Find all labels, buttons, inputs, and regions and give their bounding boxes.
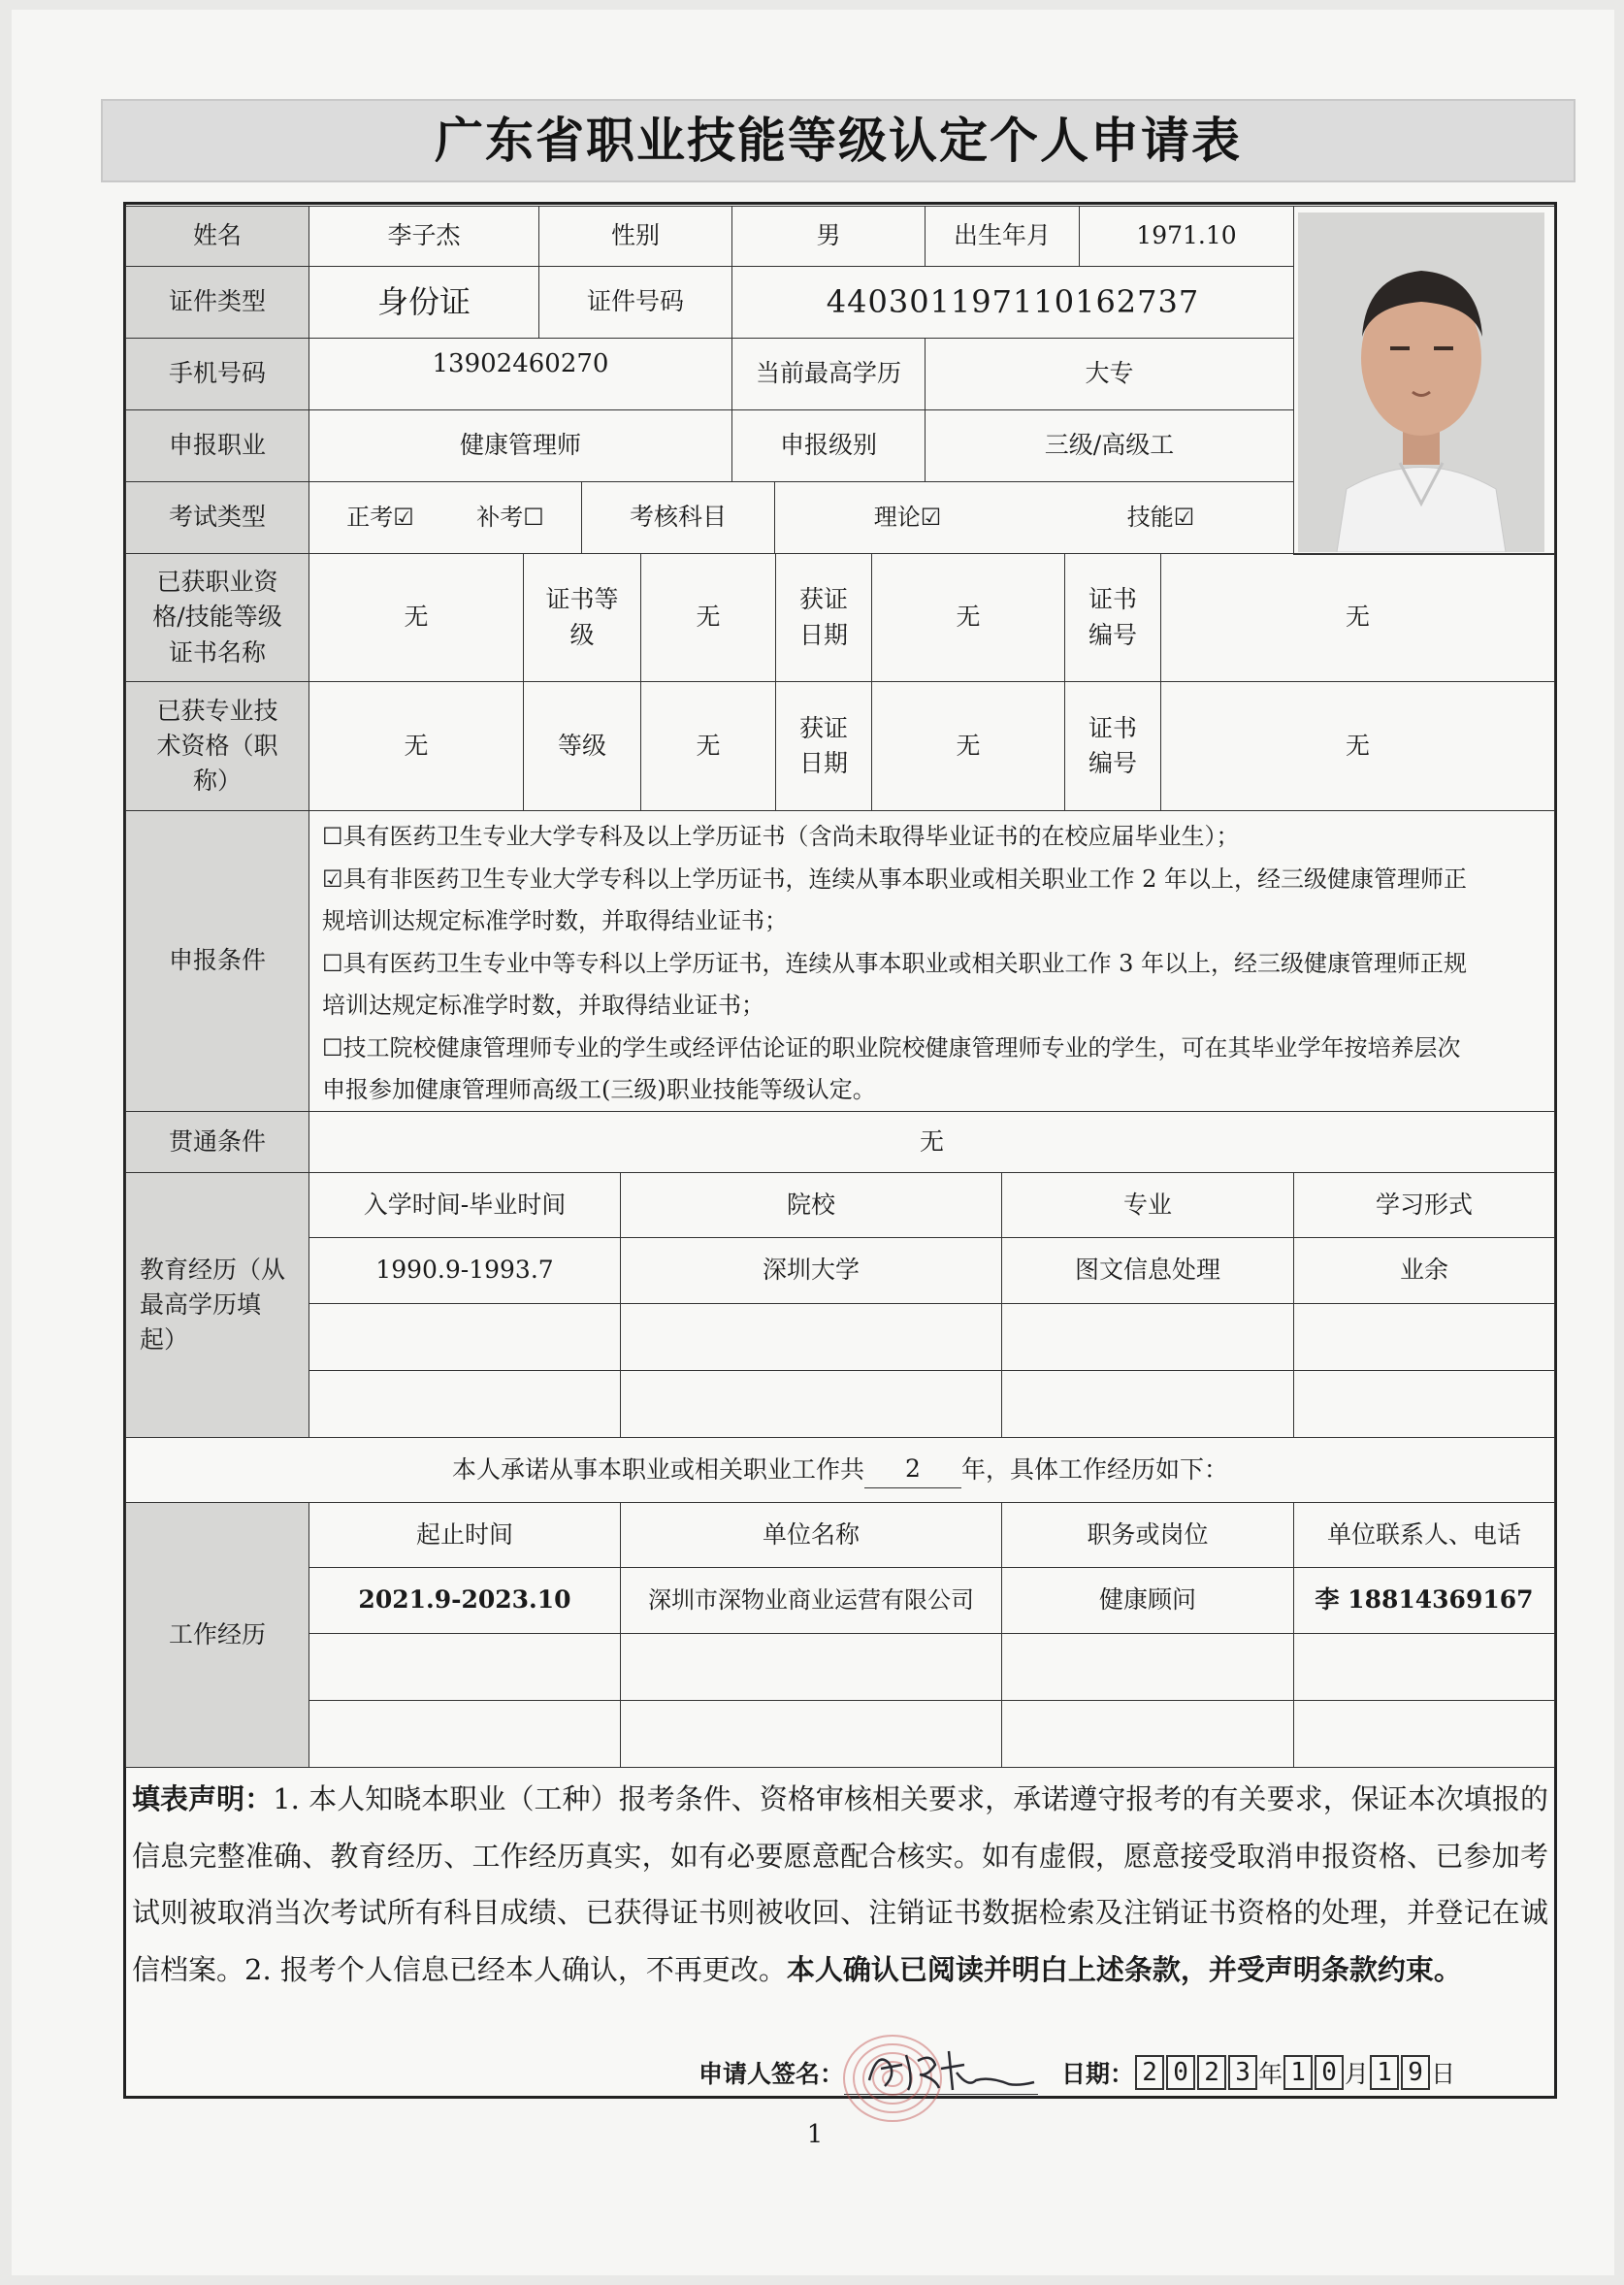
label-phone: 手机号码 (125, 338, 309, 410)
work-cell-period: 2021.9-2023.10 (309, 1567, 621, 1634)
edu-empty-cell (1001, 1303, 1294, 1371)
edu-empty-cell (1001, 1370, 1294, 1438)
work-empty-cell (620, 1633, 1002, 1701)
date-label: 日期： (1061, 2060, 1135, 2088)
condition-line: 规培训达规定标准学时数，并取得结业证书； (322, 907, 788, 934)
value-gender: 男 (731, 206, 926, 267)
label-cert-no-2: 证书编号 (1064, 681, 1161, 811)
label-obtain-date-2: 获证日期 (775, 681, 872, 811)
date-year-digit[interactable]: 2 (1197, 2055, 1226, 2090)
value-cert-no-2: 无 (1160, 681, 1555, 811)
label-education: 当前最高学历 (731, 338, 926, 410)
edu-empty-cell (620, 1370, 1002, 1438)
value-obtain-date-1: 无 (871, 553, 1065, 682)
edu-header-major: 专业 (1001, 1172, 1294, 1238)
date-month-digit[interactable]: 1 (1283, 2055, 1313, 2090)
edu-cell-school: 深圳大学 (620, 1237, 1002, 1304)
work-header-period: 起止时间 (309, 1502, 621, 1568)
month-unit: 月 (1345, 2060, 1370, 2088)
label-birth: 出生年月 (925, 206, 1080, 267)
work-empty-cell (1001, 1700, 1294, 1768)
year-unit: 年 (1258, 2060, 1283, 2088)
condition-line[interactable]: ☐具有医药卫生专业大学专科及以上学历证书（含尚未取得毕业证书的在校应届毕业生）； (322, 823, 1240, 850)
value-through-conditions: 无 (309, 1111, 1555, 1173)
edu-empty-cell (1293, 1370, 1555, 1438)
checkbox-makeup-exam[interactable]: 补考☐ (476, 504, 544, 532)
edu-empty-cell (1293, 1303, 1555, 1371)
edu-cell-major: 图文信息处理 (1001, 1237, 1294, 1304)
date-day-digit[interactable]: 9 (1401, 2055, 1430, 2090)
declaration-bold-tail: 本人确认已阅读并明白上述条款，并受声明条款约束。 (786, 1952, 1462, 1986)
applicant-photo (1298, 212, 1544, 552)
value-id-no: 440301197110162737 (731, 266, 1294, 339)
value-name: 李子杰 (309, 206, 539, 267)
edu-header-mode: 学习形式 (1293, 1172, 1555, 1238)
work-empty-cell (620, 1700, 1002, 1768)
work-header-position: 职务或岗位 (1001, 1502, 1294, 1568)
condition-line[interactable]: ☐具有医药卫生专业中等专科以上学历证书，连续从事本职业或相关职业工作 3 年以上，经三级健康管理师正规 (322, 949, 1468, 977)
edu-cell-mode: 业余 (1293, 1237, 1555, 1304)
value-occupation: 健康管理师 (309, 409, 732, 482)
declaration-body: 1. 本人知晓本职业（工种）报考条件、资格审核相关要求，承诺遵守报考的有关要求，保证本次填报的信息完整准确、教育经历、工作经历真实，如有必要愿意配合核实。如有虚假，愿意接受取消申报资格、已参加考试则被取消当次考试所有科目成绩、已获得证书则被收回、注销证书数据检索及注销证书资格的处理，并登记在诚信档案。2. 报考个人信息已经本人确认，不再更改。 (132, 1782, 1548, 1986)
label-cert-no-1: 证书编号 (1064, 553, 1161, 682)
label-level: 申报级别 (731, 409, 926, 482)
work-empty-cell (309, 1700, 621, 1768)
label-id-type: 证件类型 (125, 266, 309, 339)
signature-label: 申请人签名： (698, 2060, 845, 2088)
edu-empty-cell (309, 1303, 621, 1371)
condition-line[interactable]: ☑具有非医药卫生专业大学专科以上学历证书，连续从事本职业或相关职业工作 2 年以上，经三级健康管理师正 (322, 865, 1468, 893)
work-empty-cell (309, 1633, 621, 1701)
value-phone: 13902460270 (309, 338, 732, 410)
edu-header-school: 院校 (620, 1172, 1002, 1238)
work-header-contact: 单位联系人、电话 (1293, 1502, 1555, 1568)
signature-field[interactable] (844, 2051, 1038, 2095)
label-conditions: 申报条件 (125, 810, 309, 1112)
date-year-digit[interactable]: 3 (1228, 2055, 1257, 2090)
declaration (132, 1771, 1548, 1998)
value-level: 三级/高级工 (925, 409, 1294, 482)
label-work-history: 工作经历 (125, 1502, 309, 1768)
commitment-years: 2 (864, 1452, 961, 1487)
label-name: 姓名 (125, 206, 309, 267)
date-month-digit[interactable]: 0 (1315, 2055, 1344, 2090)
value-grade: 无 (640, 681, 776, 811)
condition-line[interactable]: ☐技工院校健康管理师专业的学生或经评估论证的职业院校健康管理师专业的学生，可在其毕业学年按培养层次 (322, 1033, 1461, 1061)
edu-empty-cell (309, 1370, 621, 1438)
work-cell-employer: 深圳市深物业商业运营有限公司 (620, 1567, 1002, 1634)
label-professional-title: 已获专业技术资格（职称） (125, 681, 309, 811)
work-empty-cell (1293, 1700, 1555, 1768)
label-obtain-date-1: 获证日期 (775, 553, 872, 682)
form-title: 广东省职业技能等级认定个人申请表 (101, 99, 1575, 182)
conditions-list (309, 810, 1555, 1111)
label-qualification-cert: 已获职业资格/技能等级证书名称 (125, 553, 309, 682)
checkbox-regular-exam[interactable]: 正考☑ (346, 504, 414, 532)
work-empty-cell (1293, 1633, 1555, 1701)
date-day-digit[interactable]: 1 (1370, 2055, 1399, 2090)
value-birth: 1971.10 (1079, 206, 1294, 267)
label-exam-subjects: 考核科目 (581, 481, 775, 554)
work-cell-contact: 李 18814369167 (1293, 1567, 1555, 1634)
exam-type-options (309, 481, 582, 554)
checkbox-skill[interactable]: 技能☑ (1126, 504, 1195, 532)
commitment-prefix: 本人承诺从事本职业或相关职业工作共 (451, 1454, 864, 1484)
label-cert-grade: 证书等级 (523, 553, 641, 682)
label-id-no: 证件号码 (538, 266, 732, 339)
date-year-digit[interactable]: 0 (1166, 2055, 1195, 2090)
exam-subject-options (774, 481, 1294, 554)
label-through-conditions: 贯通条件 (125, 1111, 309, 1173)
label-grade: 等级 (523, 681, 641, 811)
label-exam-type: 考试类型 (125, 481, 309, 554)
value-education: 大专 (925, 338, 1294, 410)
work-empty-cell (1001, 1633, 1294, 1701)
signature-row (698, 2049, 1552, 2096)
label-gender: 性别 (538, 206, 732, 267)
label-occupation: 申报职业 (125, 409, 309, 482)
commitment-line (125, 1437, 1555, 1503)
condition-line: 培训达规定标准学时数，并取得结业证书； (322, 992, 764, 1019)
edu-empty-cell (620, 1303, 1002, 1371)
value-id-type: 身份证 (309, 266, 539, 339)
value-cert-no-1: 无 (1160, 553, 1555, 682)
commitment-suffix: 年，具体工作经历如下： (961, 1454, 1229, 1484)
handwritten-signature (863, 2041, 1038, 2096)
edu-header-period: 入学时间-毕业时间 (309, 1172, 621, 1238)
label-education-history: 教育经历（从最高学历填起） (125, 1172, 309, 1438)
date-year-digit[interactable]: 2 (1135, 2055, 1164, 2090)
edu-cell-period: 1990.9-1993.7 (309, 1237, 621, 1304)
work-header-employer: 单位名称 (620, 1502, 1002, 1568)
condition-line: 申报参加健康管理师高级工(三级)职业技能等级认定。 (322, 1076, 876, 1103)
value-professional-title: 无 (309, 681, 524, 811)
value-cert-grade: 无 (640, 553, 776, 682)
day-unit: 日 (1431, 2060, 1456, 2088)
work-cell-position: 健康顾问 (1001, 1567, 1294, 1634)
value-qualification-cert: 无 (309, 553, 524, 682)
declaration-lead: 填表声明： (132, 1782, 274, 1815)
page-number: 1 (806, 2120, 824, 2149)
checkbox-theory[interactable]: 理论☑ (873, 504, 942, 532)
value-obtain-date-2: 无 (871, 681, 1065, 811)
